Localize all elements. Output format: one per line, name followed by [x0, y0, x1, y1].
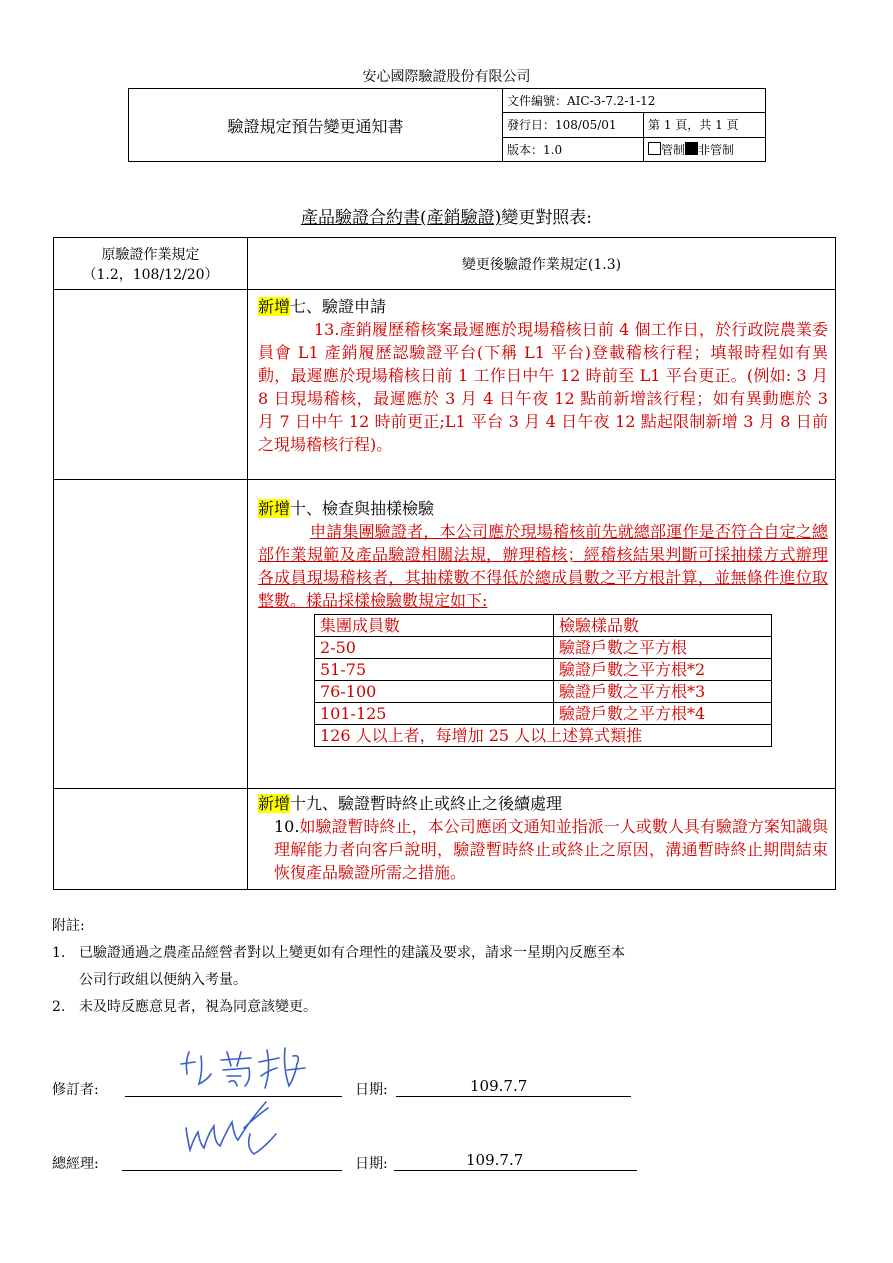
revised-rule-header: 變更後驗證作業規定(1.3)	[248, 238, 836, 290]
revised-rule-cell	[248, 480, 836, 789]
sample-table-cell: 2-50	[315, 637, 554, 659]
sample-table-cell: 驗證戶數之平方根	[554, 637, 772, 659]
section-heading: 十、檢查與抽樣檢驗	[290, 499, 435, 518]
document-header	[128, 88, 766, 162]
revised-rule-cell	[248, 290, 836, 480]
page-count: 第 1 頁，共 1 頁	[644, 113, 766, 137]
date-line	[396, 1096, 631, 1097]
table-row	[54, 290, 836, 480]
date-label: 日期:	[355, 1082, 388, 1098]
date-label: 日期:	[355, 1156, 388, 1172]
note-text: 未及時反應意見者，視為同意該變更。	[79, 999, 317, 1015]
original-rule-cell	[54, 789, 248, 890]
comparison-table	[53, 237, 836, 890]
sample-table-header: 檢驗樣品數	[554, 615, 772, 637]
sample-table-cell: 101-125	[315, 703, 554, 725]
manager-handwritten-signature	[180, 1098, 290, 1160]
issue-date: 發行日：108/05/01	[503, 113, 644, 137]
sample-table-row	[315, 681, 772, 703]
date-line	[394, 1170, 637, 1171]
comparison-header-row	[54, 238, 836, 290]
original-rule-cell	[54, 290, 248, 480]
sample-table-footer: 126 人以上者，每增加 25 人以上述算式類推	[315, 725, 772, 747]
comparison-title-main: 產品驗證合約書(產銷驗證)	[301, 208, 502, 228]
sample-table-cell: 76-100	[315, 681, 554, 703]
controlled-label: 管制	[661, 142, 686, 157]
original-rule-header	[54, 238, 248, 290]
note-number: 1.	[52, 945, 66, 961]
original-rule-header-line2: （1.2，108/12/20）	[82, 266, 219, 283]
sample-table-row	[315, 659, 772, 681]
notes	[52, 913, 625, 1021]
section-body: 申請集團驗證者，本公司應於現場稽核前先就總部運作是否符合自定之總部作業規範及產品驗證相關法規，辦理稽核；經稽核結果判斷可採抽樣方式辦理各成員現場稽核者，其抽樣數不得低於總成員數之平方根計算，並無條件進位取整數。樣品採樣檢驗數規定如下:	[258, 522, 828, 610]
notes-title: 附註:	[52, 918, 85, 934]
revision-date: 109.7.7	[470, 1077, 528, 1095]
company-name: 安心國際驗證股份有限公司	[362, 69, 531, 85]
comparison-title	[0, 203, 893, 228]
new-tag: 新增	[258, 499, 291, 518]
sample-table-header: 集團成員數	[315, 615, 554, 637]
sample-table-cell: 51-75	[315, 659, 554, 681]
reviser-label: 修訂者:	[52, 1082, 99, 1098]
revised-rule-cell	[248, 789, 836, 890]
section-body: 如驗證暫時終止，本公司應函文通知並指派一人或數人具有驗證方案知識與理解能力者向客戶說明，驗證暫時終止或終止之原因，溝通暫時終止期間結束恢復產品驗證所需之措施。	[274, 817, 828, 882]
original-rule-header-line1: 原驗證作業規定	[101, 246, 200, 263]
section-body: 13.產銷履歷稽核案最遲應於現場稽核日前 4 個工作日，於行政院農業委員會 L1 產銷履歷認驗證平台(下稱 L1 平台)登載稽核行程；填報時程如有異動，最遲應於現場稽核日前 1 工作日中午 12 時前至 L1 平台更正。(例如: 3 月 8 日現場稽核，最遲應於 3 月 4 日午夜 12 點前新增該行程；如有異動應於 3 月 7 日中午 12 時前更正;L1 平台 3 月 4 日午夜 12 點起限制新增 3 月 8 日前之現場稽核行程)。	[258, 320, 828, 454]
table-row	[54, 480, 836, 789]
comparison-title-rest: 變更對照表:	[501, 208, 592, 228]
manager-label: 總經理:	[52, 1156, 99, 1172]
new-tag: 新增	[258, 794, 291, 813]
new-tag: 新增	[258, 297, 291, 316]
section-heading: 七、驗證申請	[290, 297, 387, 316]
item-number: 10.	[274, 817, 300, 836]
document-title: 驗證規定預告變更通知書	[129, 89, 503, 162]
controlled-checkbox	[648, 142, 661, 155]
version: 版本：1.0	[503, 137, 644, 161]
control-status	[644, 137, 766, 161]
note-number: 2.	[52, 999, 66, 1015]
table-row	[54, 789, 836, 890]
sample-size-table	[314, 614, 772, 747]
note-text: 已驗證通過之農產品經營者對以上變更如有合理性的建議及要求，請求一星期內反應至本	[79, 945, 625, 961]
note-text-continued: 公司行政組以便納入考量。	[79, 972, 247, 988]
sample-table-row	[315, 703, 772, 725]
uncontrolled-label: 非管制	[698, 142, 735, 157]
sample-table-row	[315, 637, 772, 659]
original-rule-cell	[54, 480, 248, 789]
reviser-signature-line	[125, 1096, 342, 1097]
reviser-handwritten-signature	[175, 1040, 325, 1100]
sample-table-cell: 驗證戶數之平方根*2	[554, 659, 772, 681]
sample-table-cell: 驗證戶數之平方根*4	[554, 703, 772, 725]
sample-table-row	[315, 725, 772, 747]
document-number: 文件編號：AIC-3-7.2-1-12	[503, 89, 766, 113]
manager-signature-line	[122, 1170, 342, 1171]
sample-table-cell: 驗證戶數之平方根*3	[554, 681, 772, 703]
uncontrolled-checkbox	[685, 142, 698, 155]
section-heading: 十九、驗證暫時終止或終止之後續處理	[290, 794, 563, 813]
approval-date: 109.7.7	[466, 1151, 524, 1169]
